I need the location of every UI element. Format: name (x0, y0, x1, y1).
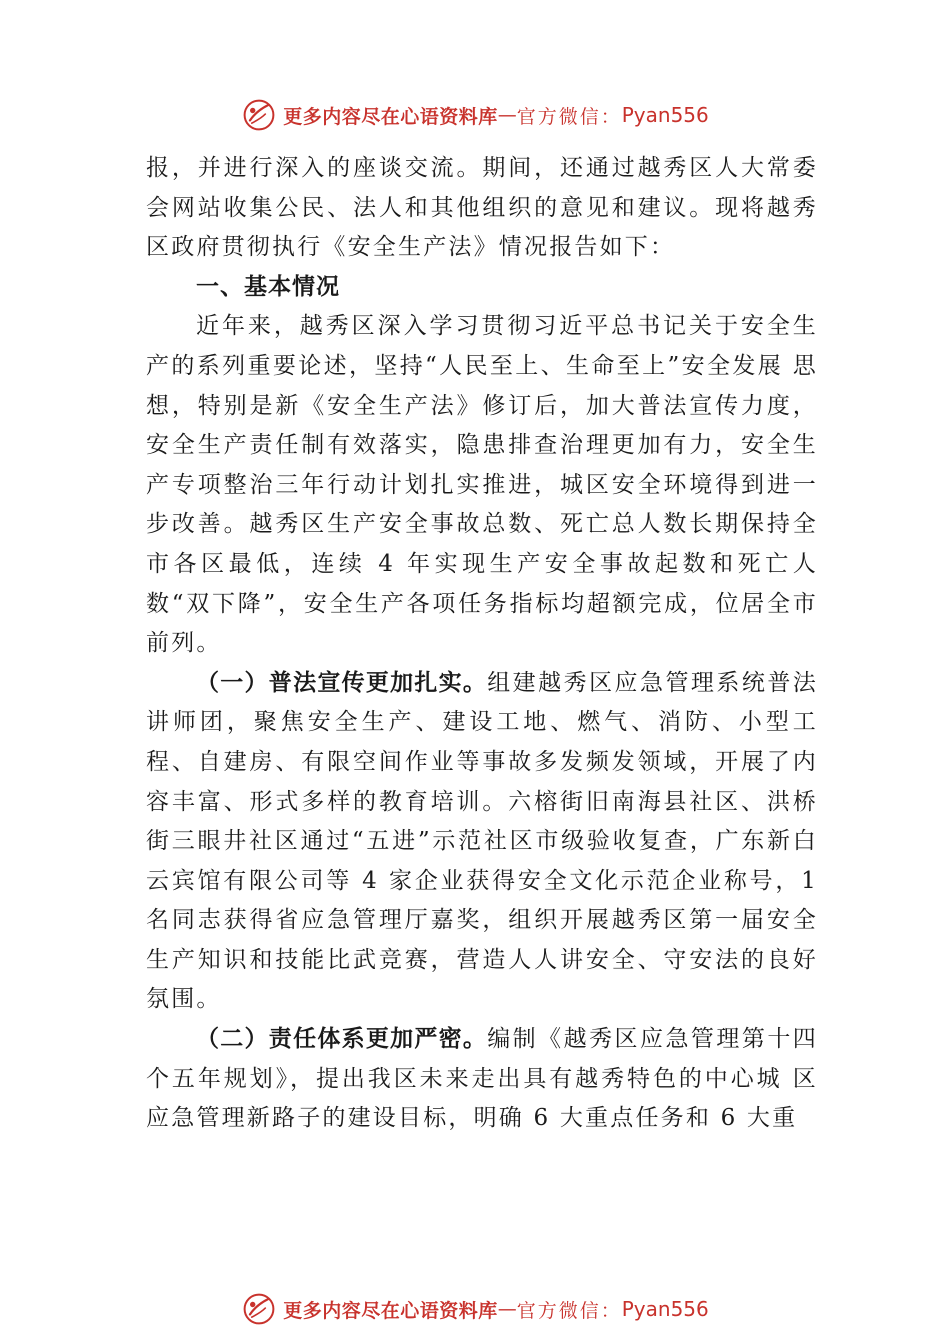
banner-title: 更多内容尽在心语资料库 (283, 1299, 498, 1322)
footer-banner (0, 1289, 950, 1329)
banner-label: 官方微信： (516, 105, 622, 128)
banner-dash: — (497, 104, 517, 126)
section-2-paragraph (146, 1020, 818, 1139)
document-body (146, 149, 818, 1139)
writing-hand-logo-icon (241, 1291, 277, 1327)
writing-hand-logo-icon (241, 97, 277, 133)
basic-situation-paragraph: 近年来，越秀区深入学习贯彻习近平总书记关于安全生产的系列重要论述，坚持“人民至上、生命至上”安全发展 思想，特别是新《安全生产法》修订后，加大普法宣传力度， 安全生产责任制有效落实，隐患排查治理更加有力，安全生产专项整治三年行动计划扎实推进，城区安全环境得到进一步改善。越秀区生产安全事故总数、死亡总人数长期保持全市各区最低，连续 4 年实现生产安全事故起数和死亡人数“双下降”，安全生产各项任务指标均超额完成，位居全市前列。 (146, 313, 818, 657)
intro-paragraph: 报，并进行深入的座谈交流。期间，还通过越秀区人大常委会网站收集公民、法人和其他组织的意见和建议。现将越秀区政府贯彻执行《安全生产法》情况报告如下： (146, 155, 818, 261)
section-heading-basic: 一、基本情况 (196, 273, 340, 300)
banner-title: 更多内容尽在心语资料库 (283, 105, 498, 128)
section-1-lead: （一）普法宣传更加扎实。 (196, 669, 488, 696)
section-1-paragraph (146, 664, 818, 1020)
section-2-text: 编制《越秀区应急管理第十四个五年规划》，提出我区未来走出具有越秀特色的中心城 区应急管理新路子的建设目标，明确 6 大重点任务和 6 大重 (146, 1026, 818, 1132)
banner-wechat-id: Pyan556 (621, 1297, 709, 1321)
banner-dash: — (497, 1298, 517, 1320)
banner-label: 官方微信： (516, 1299, 622, 1322)
section-1-text: 组建越秀区应急管理系统普法讲师团，聚焦安全生产、建设工地、燃气、消防、小型工程、自建房、有限空间作业等事故多发频发领域，开展了内容丰富、形式多样的教育培训。六榕街旧南海县社区、洪桥街三眼井社区通过“五进”示范社区市级验收复查，广东新白云宾馆有限公司等 4 家企业获得安全文化示范企业称号，1 名同志获得省应急管理厅嘉奖，组织开展越秀区第一届安全生产知识和技能比武竞赛，营造人人讲安全、守安法的良好氛围。 (146, 669, 818, 1013)
header-banner (0, 95, 950, 135)
section-2-lead: （二）责任体系更加严密。 (196, 1026, 488, 1053)
banner-wechat-id: Pyan556 (621, 103, 709, 127)
